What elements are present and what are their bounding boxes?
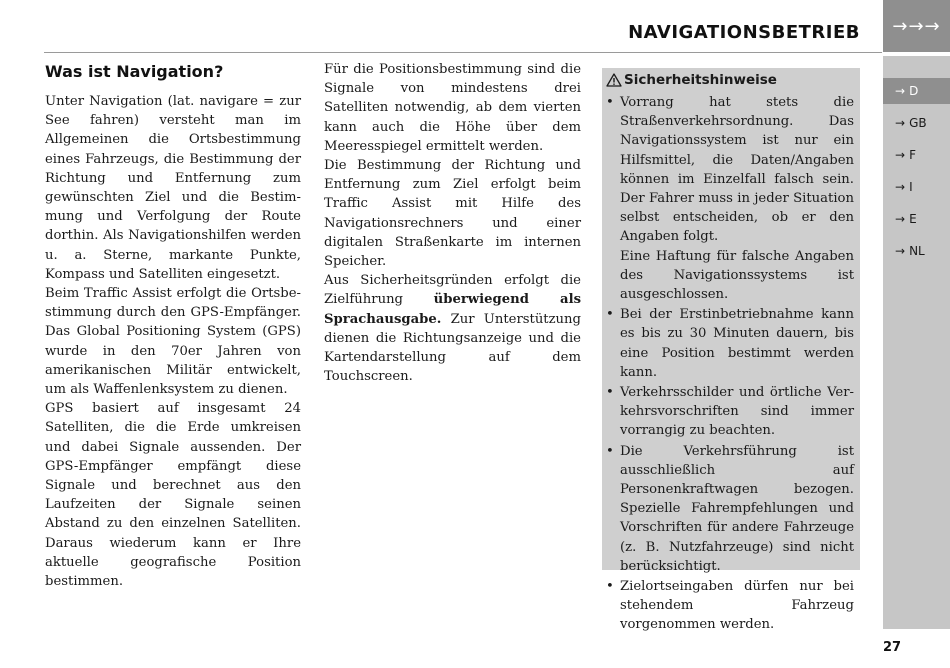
header-divider xyxy=(44,52,882,53)
arrow-right-icon: → xyxy=(895,84,906,98)
tab-label: F xyxy=(909,148,916,162)
bullet-icon: • xyxy=(606,385,614,401)
list-item xyxy=(606,442,854,576)
arrow-right-icon: → xyxy=(895,212,906,226)
list-item xyxy=(606,93,854,304)
list-item-text: Eine Haftung für falsche Angaben des Navigationssystems ist ausgeschlossen. xyxy=(620,248,854,303)
paragraph: Für die Positionsbestimmung sind die Signale von mindestens drei Satelliten notwendig, ab dem vierten kann auch die Höhe über dem Meeresspiegel ermittelt werden. xyxy=(324,62,581,154)
arrow-right-icon: → xyxy=(895,148,906,162)
tab-lang-e[interactable] xyxy=(883,206,950,232)
safety-title-text: Sicherheitshinweise xyxy=(624,72,777,88)
page-number: 27 xyxy=(883,640,902,655)
list-item-text: Zielortseingaben dürfen nur bei stehendem Fahrzeug vorgenommen werden. xyxy=(620,579,854,633)
safety-list xyxy=(606,93,854,635)
tab-lang-i[interactable] xyxy=(883,174,950,200)
page-title: NAVIGATIONSBETRIEB xyxy=(628,22,860,43)
list-item-text: Verkehrsschilder und örtliche Verkehrsvorschriften sind immer vorrangig zu beachten. xyxy=(620,385,854,439)
tab-label: I xyxy=(909,180,913,194)
tab-label: D xyxy=(909,84,919,98)
bullet-icon: • xyxy=(606,443,614,459)
emphasis-text: überwiegend als Sprachausgabe. xyxy=(324,292,581,327)
list-item-text: Vorrang hat stets die Straßenverkehrsordnung. Das Navigationssystem ist nur ein Hilfsmittel, die Daten/Angaben können im Einzelfall falsch sein. Der Fahrer muss in jeder Situation selbst entscheiden, ob er den Angaben folgt. xyxy=(620,95,854,245)
section-arrows-icon: →→→ xyxy=(883,0,950,52)
paragraph-text: Aus Sicherheitsgründen erfolgt die Zielführung xyxy=(324,273,581,308)
warning-icon xyxy=(606,73,622,87)
list-item-text: Die Verkehrsführung ist ausschließlich auf Personenkraftwagen bezogen. Spezielle Fahrempfehlungen und Vorschriften für andere Fahrzeuge (z. B. Nutzfahrzeuge) sind nicht berücksichtigt. xyxy=(620,443,854,574)
arrow-right-icon: → xyxy=(895,180,906,194)
bullet-icon: • xyxy=(606,307,614,323)
column-intro xyxy=(45,60,301,591)
paragraph-text: Zur Unterstützung dienen die Richtungsanzeige und die Kartendarstellung auf dem Touchscreen. xyxy=(324,311,581,385)
section-heading: Was ist Navigation? xyxy=(45,62,224,81)
tab-label: GB xyxy=(909,116,927,130)
list-item-text: Bei der Erstinbetriebnahme kann es bis zu 30 Minuten dauern, bis eine Position bestimmt werden kann. xyxy=(620,307,854,380)
tab-label: E xyxy=(909,212,917,226)
tab-lang-f[interactable] xyxy=(883,142,950,168)
paragraph: GPS basiert auf insgesamt 24 Satelliten, die die Erde umkreisen und dabei Signale aussenden. Der GPS-Empfänger empfängt diese Signale und berechnet aus den Laufzeiten der Signale seinen Abstand zu den einzelnen Satelliten. Daraus wiederum kann er Ihre aktuelle geografische Position bestimmen. xyxy=(45,401,301,590)
paragraph: Unter Navigation (lat. navigare = zur See fahren) versteht man im Allgemeinen die Ortsbestimmung eines Fahrzeugs, die Bestimmung der Richtung und Entfernung zum gewünschten Ziel und die Bestimmung und Verfolgung der Route dorthin. Als Navigationshilfen werden u. a. Sterne, markante Punkte, Kompass und Satelliten eingesetzt. xyxy=(45,94,301,282)
paragraph: Die Bestimmung der Richtung und Entfernung zum Ziel erfolgt beim Traffic Assist mit Hilfe des Navigationsrechners und einer digitalen Straßenkarte im internen Speicher. xyxy=(324,158,581,270)
tab-lang-d[interactable] xyxy=(883,78,950,104)
column-positioning xyxy=(324,60,581,386)
paragraph xyxy=(324,271,581,386)
tab-label: NL xyxy=(909,244,925,258)
safety-title xyxy=(606,71,854,89)
list-item xyxy=(606,305,854,382)
bullet-icon: • xyxy=(606,579,614,595)
paragraph: Beim Traffic Assist erfolgt die Ortsbestimmung durch den GPS-Empfänger. Das Global Positioning System (GPS) wurde in den 70er Jahren von amerikanischen Militär entwickelt, um als Waffenlenksystem zu dienen. xyxy=(45,286,301,398)
tab-lang-nl[interactable] xyxy=(883,238,950,264)
list-item xyxy=(606,577,854,635)
arrow-right-icon: → xyxy=(895,244,906,258)
tab-lang-gb[interactable] xyxy=(883,110,950,136)
arrow-right-icon: → xyxy=(895,116,906,130)
bullet-icon: • xyxy=(606,95,614,110)
safety-notice-box xyxy=(602,68,860,633)
list-item xyxy=(606,383,854,441)
